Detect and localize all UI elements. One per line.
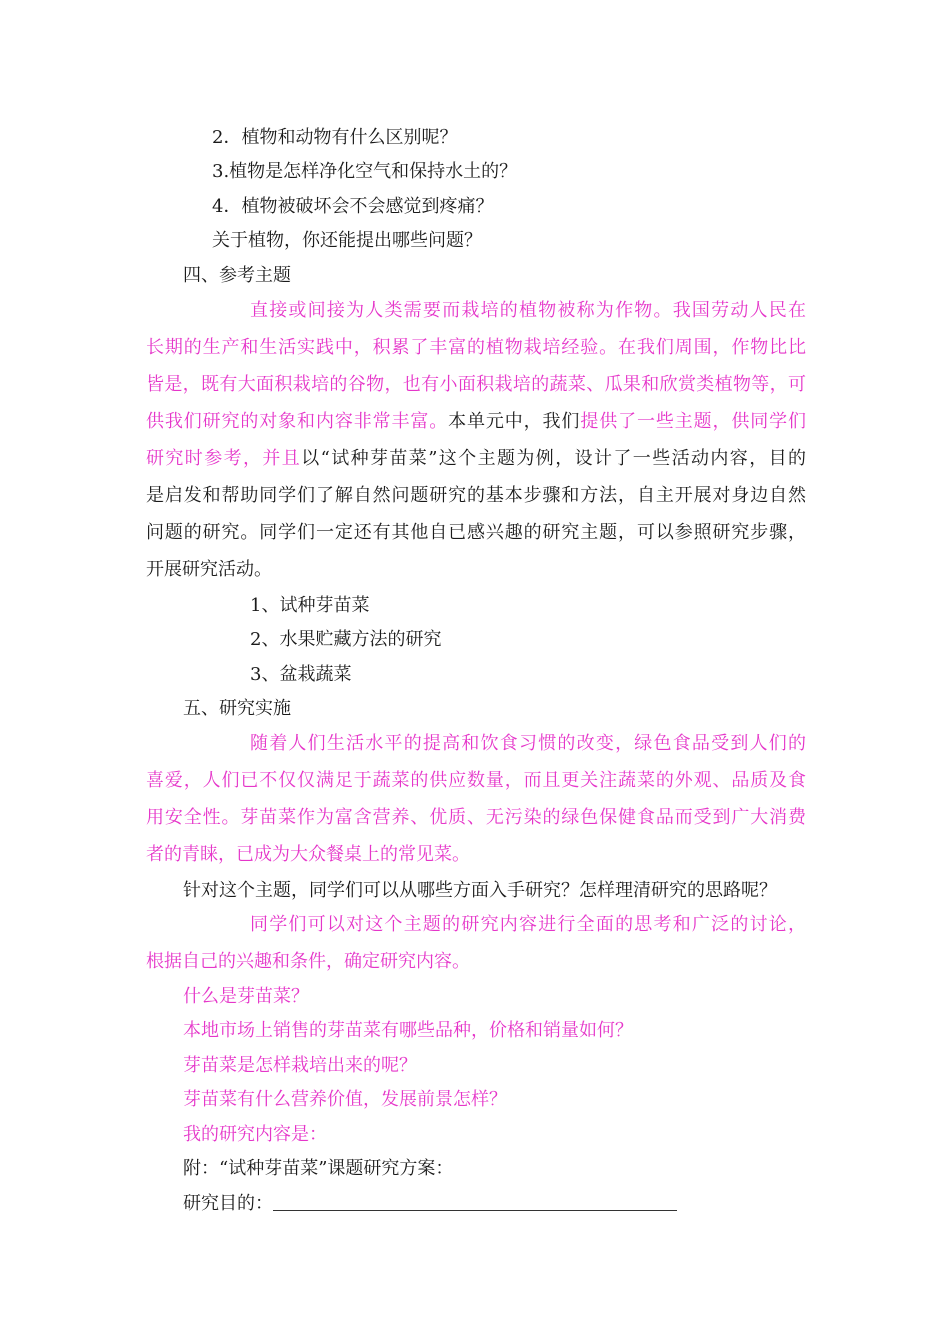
section4-para1-line2: 长期的生产和生活实践中，积累了丰富的植物栽培经验。在我们周围，作物比比	[146, 337, 806, 358]
research-purpose-blank	[273, 1192, 677, 1211]
section4-para1-line7: 问题的研究。同学们一定还有其他自已感兴趣的研究主题，可以参照研究步骤，	[146, 522, 806, 543]
prompt-4: 芽苗菜有什么营养价值，发展前景怎样？	[183, 1089, 507, 1110]
section4-para1-line1: 直接或间接为人类需要而栽培的植物被称为作物。我国劳动人民在	[250, 300, 806, 321]
section4-heading: 四、参考主题	[183, 265, 291, 286]
section4-para1-line6: 是启发和帮助同学们了解自然问题研究的基本步骤和方法，自主开展对身边自然	[146, 485, 806, 506]
section4-para1-line3: 皆是，既有大面积栽培的谷物，也有小面积栽培的蔬菜、瓜果和欣赏类植物等，可	[146, 374, 806, 395]
topic-1: 1、试种芽苗菜	[250, 595, 370, 616]
question-3: 3.植物是怎样净化空气和保持水土的？	[212, 161, 518, 182]
question-2: 2．植物和动物有什么区别呢？	[212, 127, 458, 148]
question-4: 4．植物被破坏会不会感觉到疼痛？	[212, 196, 494, 217]
section5-para1-line4: 者的青睐，已成为大众餐桌上的常见菜。	[146, 844, 470, 865]
prompt-3: 芽苗菜是怎样栽培出来的呢？	[183, 1055, 417, 1076]
section5-question: 针对这个主题，同学们可以从哪些方面入手研究？怎样理清研究的思路呢？	[183, 880, 777, 901]
question-more: 关于植物，你还能提出哪些问题？	[212, 230, 482, 251]
research-purpose-row	[183, 1192, 677, 1216]
section4-para1-line8: 开展研究活动。	[146, 559, 272, 580]
section4-para1-line4: 供我们研究的对象和内容非常丰富。本单元中，我们提供了一些主题，供同学们	[146, 411, 807, 432]
section5-heading: 五、研究实施	[183, 698, 291, 719]
appendix-title: 附：“试种芽苗菜”课题研究方案：	[183, 1158, 454, 1179]
prompt-1: 什么是芽苗菜？	[183, 986, 309, 1007]
topic-2: 2、水果贮藏方法的研究	[250, 629, 442, 650]
research-purpose-label: 研究目的：	[183, 1193, 273, 1214]
section4-para1-line5: 研究时参考，并且以“试种芽苗菜”这个主题为例，设计了一些活动内容，目的	[146, 448, 806, 469]
prompt-5: 我的研究内容是：	[183, 1124, 327, 1145]
prompt-2: 本地市场上销售的芽苗菜有哪些品种，价格和销量如何？	[183, 1020, 633, 1041]
section5-para2-line1: 同学们可以对这个主题的研究内容进行全面的思考和广泛的讨论，	[250, 914, 806, 935]
section5-para1-line1: 随着人们生活水平的提高和饮食习惯的改变，绿色食品受到人们的	[250, 733, 806, 754]
section5-para1-line3: 用安全性。芽苗菜作为富含营养、优质、无污染的绿色保健食品而受到广大消费	[146, 807, 806, 828]
topic-3: 3、盆栽蔬菜	[250, 664, 352, 685]
section5-para2-line2: 根据自己的兴趣和条件，确定研究内容。	[146, 951, 470, 972]
section5-para1-line2: 喜爱，人们已不仅仅满足于蔬菜的供应数量，而且更关注蔬菜的外观、品质及食	[146, 770, 806, 791]
